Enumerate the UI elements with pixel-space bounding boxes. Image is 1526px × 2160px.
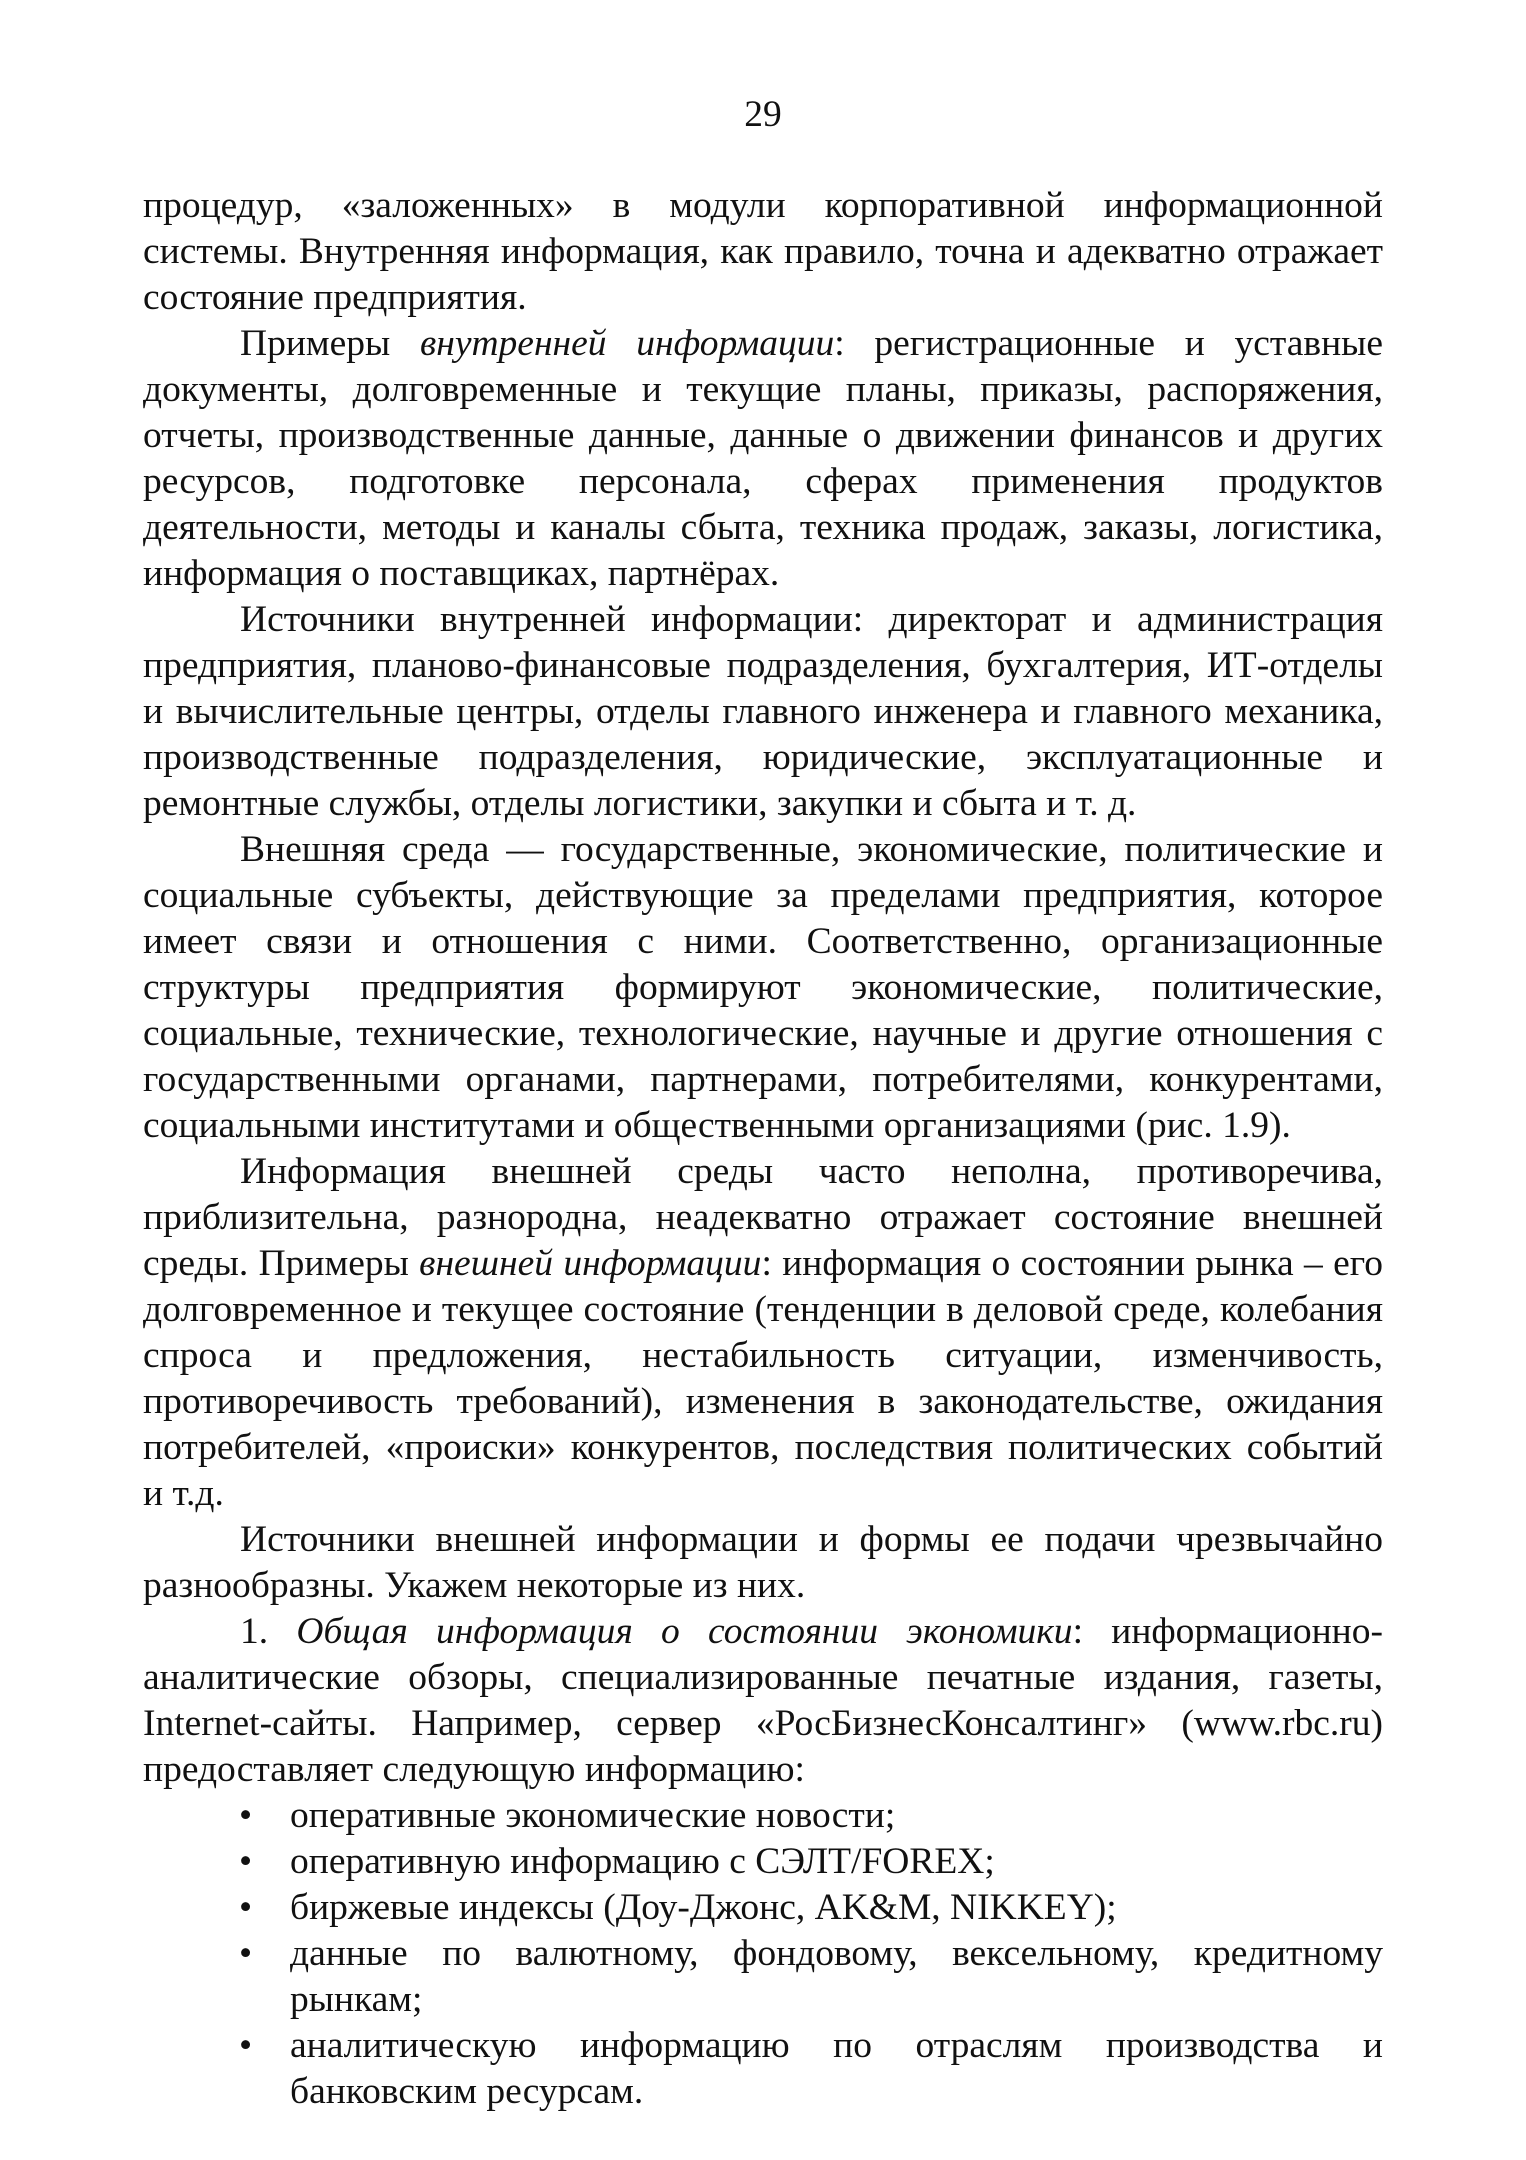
paragraph-internal-info-sources: Источники внутренней информации: директорат и администрация предприятия, планово-финансовые подразделения, бухгалтерия, ИТ-отделы и вычислительные центры, отделы главного инженера и главного механика, производственные подразделения, юридические, эксплуатационные и ремонтные службы, отделы логистики, закупки и сбыта и т. д.	[143, 599, 1383, 824]
paragraph-internal-info-examples	[143, 321, 1383, 597]
italic-term-external-info: внешней информации	[419, 1243, 762, 1284]
list-item-text: оперативные экономические новости;	[290, 1795, 896, 1836]
bullet-icon: •	[239, 2025, 253, 2066]
bullet-list	[143, 1793, 1383, 2115]
bullet-icon: •	[239, 1933, 253, 1974]
list-item-text: данные по валютному, фондовому, вексельному, кредитному рынкам;	[290, 1933, 1383, 2020]
paragraph-general-economy-info	[143, 1609, 1383, 1793]
list-item-text: аналитическую информацию по отраслям производства и банковским ресурсам.	[290, 2025, 1383, 2112]
bullet-icon: •	[239, 1795, 253, 1836]
paragraph-lead: Примеры	[240, 323, 420, 364]
list-item	[143, 1793, 1383, 1839]
paragraph-external-info-examples	[143, 1149, 1383, 1517]
paragraph-external-info-sources: Источники внешней информации и формы ее подачи чрезвычайно разнообразны. Укажем некоторые из них.	[143, 1519, 1383, 1606]
list-item	[143, 1931, 1383, 2023]
bullet-icon: •	[239, 1841, 253, 1882]
paragraph-external-environment: Внешняя среда — государственные, экономические, политические и социальные субъекты, действующие за пределами предприятия, которое имеет связи и отношения с ними. Соответственно, организационные структуры предприятия формируют экономические, политические, социальные, технические, технологические, научные и другие отношения с государственными органами, партнерами, потребителями, конкурентами, социальными институтами и общественными организациями (рис. 1.9).	[143, 829, 1383, 1146]
bullet-icon: •	[239, 1887, 253, 1928]
paragraph-rest: : регистрационные и уставные документы, долговременные и текущие планы, приказы, распоряжения, отчеты, производственные данные, данные о движении финансов и других ресурсов, подготовке персонала, сферах применения продуктов деятельности, методы и каналы сбыта, техника продаж, заказы, логистика, информация о поставщиках, партнёрах.	[143, 323, 1383, 594]
list-item	[143, 1885, 1383, 1931]
document-body	[143, 183, 1383, 2115]
list-item	[143, 1839, 1383, 1885]
paragraph-rest: : информационно-аналитические обзоры, специализированные печатные издания, газеты, Internet-сайты. Например, сервер «РосБизнесКонсалтинг» (www.rbc.ru) предоставляет следующую информацию:	[143, 1611, 1383, 1790]
page-number: 29	[744, 94, 782, 135]
italic-term-general-economy: Общая информация о состоянии экономики	[296, 1611, 1073, 1652]
paragraph-rest: : информация о состоянии рынка – его долговременное и текущее состояние (тенденции в деловой среде, колебания спроса и предложения, нестабильность ситуации, изменчивость, противоречивость требований), изменения в законодательстве, ожидания потребителей, «происки» конкурентов, последствия политических событий и т.д.	[143, 1243, 1383, 1514]
paragraph-lead: Информация внешней среды часто неполна, противоречива, приблизительна, разнородна, неадекватно отражает состояние внешней среды. Примеры	[143, 1151, 1383, 1284]
list-number: 1.	[240, 1611, 297, 1652]
list-item	[143, 2023, 1383, 2115]
list-item-text: биржевые индексы (Доу-Джонс, AK&M, NIKKEY);	[290, 1887, 1117, 1928]
paragraph-continuation: процедур, «заложенных» в модули корпоративной информационной системы. Внутренняя информация, как правило, точна и адекватно отражает состояние предприятия.	[143, 185, 1383, 318]
italic-term-internal-info: внутренней информации	[419, 323, 835, 364]
list-item-text: оперативную информацию с СЭЛТ/FOREX;	[290, 1841, 995, 1882]
